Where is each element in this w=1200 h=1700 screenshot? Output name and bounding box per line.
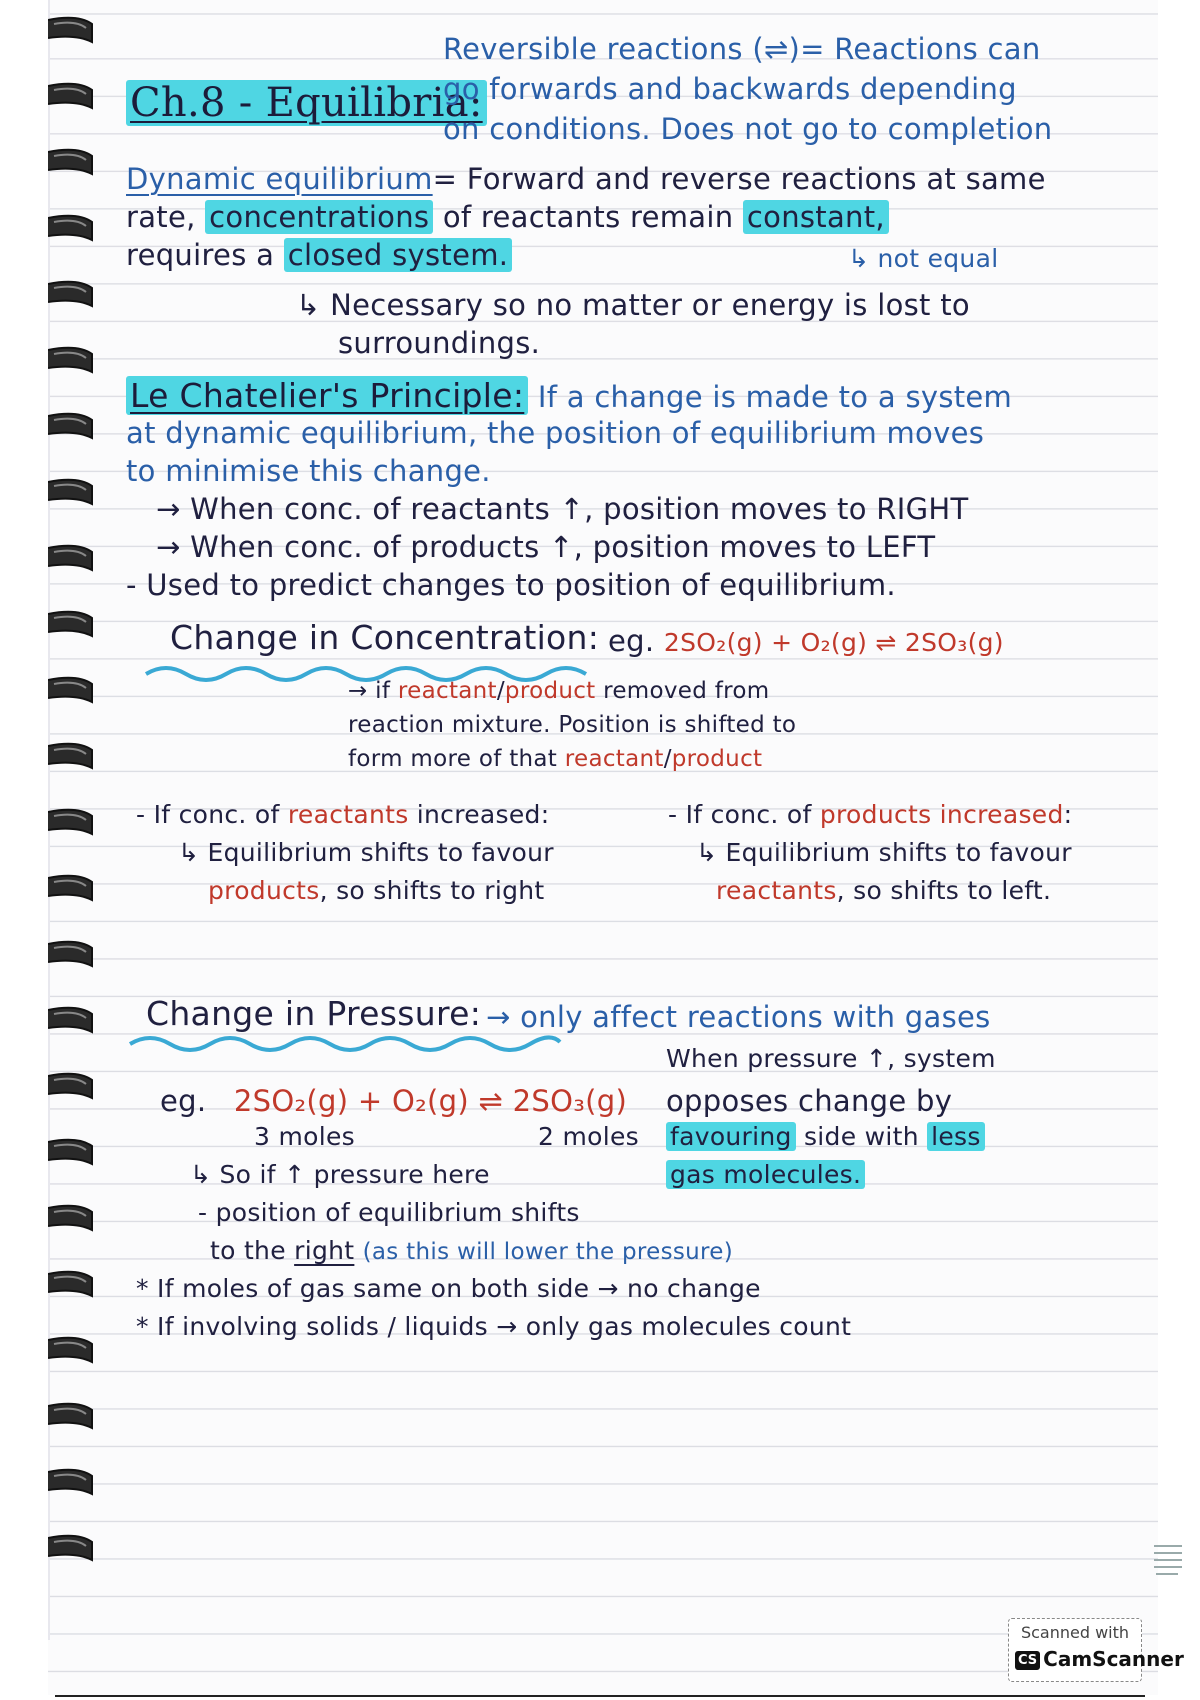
highlight-favouring: favouring <box>666 1122 796 1151</box>
binding-ring-icon <box>48 480 92 504</box>
dynamic-line-3 <box>126 238 512 272</box>
reversible-line-3: on conditions. Does not go to completion <box>443 112 1053 146</box>
lechatelier-bullet-1: → When conc. of reactants ↑, position moves to RIGHT <box>156 492 969 526</box>
note-sep: / <box>663 746 672 772</box>
products-increased-3 <box>716 876 1051 905</box>
binding-ring-icon <box>48 1008 92 1032</box>
text: to the <box>210 1236 286 1265</box>
lechatelier-line-1 <box>126 376 1012 415</box>
binding-ring-icon <box>48 1470 92 1494</box>
red-reactants: reactants <box>287 800 409 829</box>
lechatelier-bullet-2: → When conc. of products ↑, position moves to LEFT <box>156 530 936 564</box>
star-note-1: * If moles of gas same on both side → no change <box>136 1274 761 1303</box>
binding-ring-icon <box>48 678 92 702</box>
pressure-shifts: - position of equilibrium shifts <box>198 1198 580 1227</box>
text: - If conc. of <box>136 800 280 829</box>
pressure-rule-4 <box>666 1160 865 1189</box>
concentration-equation: 2SO₂(g) + O₂(g) ⇌ 2SO₃(g) <box>663 628 1004 657</box>
binding-ring-icon <box>48 810 92 834</box>
note-product: product <box>671 746 763 772</box>
binding-ring-icon <box>48 348 92 372</box>
binding-ring-icon <box>48 18 92 42</box>
binding-ring-icon <box>48 1338 92 1362</box>
pressure-example <box>160 1084 627 1118</box>
reactants-increased-2: ↳ Equilibrium shifts to favour <box>178 838 554 867</box>
bottom-rule <box>55 1695 1145 1697</box>
binding-ring-icon <box>48 744 92 768</box>
stamp-line-2 <box>1015 1647 1184 1671</box>
concentration-heading: Change in Concentration: <box>170 618 600 657</box>
binding-ring-icon <box>48 1272 92 1296</box>
pressure-note: → only affect reactions with gases <box>486 1000 991 1034</box>
note-reactant: reactant <box>397 678 497 704</box>
pressure-equation: 2SO₂(g) + O₂(g) ⇌ 2SO₃(g) <box>233 1084 628 1118</box>
text: increased: <box>416 800 550 829</box>
pressure-to-right <box>210 1236 733 1265</box>
dynamic-term: Dynamic equilibrium <box>126 162 433 196</box>
binding-ring-icon <box>48 1404 92 1428</box>
camscanner-logo-icon: CS <box>1015 1651 1040 1670</box>
dynamic-def: = Forward and reverse reactions at same <box>432 162 1046 196</box>
note-text: form more of that <box>348 746 558 772</box>
stamp-brand: CamScanner <box>1043 1647 1184 1671</box>
binding-ring-icon <box>48 1206 92 1230</box>
text: , so shifts to left. <box>836 876 1052 905</box>
eg-label: eg. <box>608 624 655 658</box>
binding-ring-icon <box>48 1074 92 1098</box>
lechatelier-term: Le Chatelier's Principle: <box>126 376 528 415</box>
pressure-rule-3 <box>666 1122 985 1151</box>
pressure-so-if: ↳ So if ↑ pressure here <box>190 1160 490 1189</box>
binding-ring-icon <box>48 1140 92 1164</box>
page-title: Ch.8 - Equilibria: <box>126 80 487 126</box>
note-sep: / <box>496 678 505 704</box>
note-text: removed from <box>603 678 770 704</box>
closed-note-1: ↳ Necessary so no matter or energy is lost to <box>296 288 970 322</box>
binding-ring-icon <box>48 150 92 174</box>
pressure-aside: (as this will lower the pressure) <box>362 1239 734 1265</box>
red-reactants: reactants <box>716 876 837 905</box>
lechatelier-line-3: to minimise this change. <box>126 454 491 488</box>
highlight-gas-molecules: gas molecules. <box>666 1160 865 1189</box>
red-products-increased: products increased <box>819 800 1064 829</box>
binding-ring-icon <box>48 942 92 966</box>
binding-ring-icon <box>48 282 92 306</box>
lechatelier-bullet-3: - Used to predict changes to position of equilibrium. <box>126 568 896 602</box>
eg-label: eg. <box>160 1084 207 1118</box>
not-equal-note: ↳ not equal <box>848 244 999 273</box>
text: : <box>1063 800 1073 829</box>
reactants-increased-3 <box>208 876 545 905</box>
note-product: product <box>504 678 596 704</box>
red-products: products <box>208 876 320 905</box>
closed-note-2: surroundings. <box>338 326 541 360</box>
binding-ring-icon <box>48 216 92 240</box>
reversible-line-1: Reversible reactions (⇌)= Reactions can <box>443 32 1041 66</box>
dynamic-line-1 <box>126 162 1046 196</box>
pressure-heading: Change in Pressure: <box>146 994 482 1033</box>
highlight-concentrations: concentrations <box>205 200 433 234</box>
note-text: → if <box>348 678 391 704</box>
dynamic-l2b: of reactants remain <box>442 200 734 234</box>
camscanner-stamp <box>1008 1618 1184 1682</box>
pressure-rule-2: opposes change by <box>666 1084 953 1118</box>
concentration-note-2: reaction mixture. Position is shifted to <box>348 712 797 738</box>
notebook-page <box>48 0 1158 1695</box>
concentration-example <box>608 624 1004 658</box>
text: , so shifts to right <box>319 876 545 905</box>
binding-ring-icon <box>48 1536 92 1560</box>
dynamic-l3a: requires a <box>126 238 275 272</box>
dynamic-line-2 <box>126 200 889 234</box>
highlight-less: less <box>927 1122 985 1151</box>
binding-ring-icon <box>48 414 92 438</box>
pressure-rule-1: When pressure ↑, system <box>666 1044 996 1073</box>
stamp-line-1: Scanned with <box>1020 1623 1130 1642</box>
binding-ring-icon <box>48 612 92 636</box>
dynamic-l2a: rate, <box>126 200 196 234</box>
products-increased-2: ↳ Equilibrium shifts to favour <box>696 838 1072 867</box>
moles-left: 3 moles <box>254 1122 355 1151</box>
reversible-line-2: go forwards and backwards depending <box>443 72 1017 106</box>
highlight-closed-system: closed system. <box>284 238 513 272</box>
products-increased-1 <box>668 800 1072 829</box>
concentration-note-3 <box>348 746 762 772</box>
star-note-2: * If involving solids / liquids → only gas molecules count <box>136 1312 852 1341</box>
lechatelier-line-2: at dynamic equilibrium, the position of equilibrium moves <box>126 416 985 450</box>
reactants-increased-1 <box>136 800 549 829</box>
highlight-constant: constant, <box>743 200 889 234</box>
moles-right: 2 moles <box>538 1122 639 1151</box>
right-underlined: right <box>294 1236 355 1265</box>
lechatelier-l1: If a change is made to a system <box>537 380 1013 414</box>
binding-ring-icon <box>48 84 92 108</box>
binding-ring-icon <box>48 546 92 570</box>
concentration-note-1 <box>348 678 769 704</box>
text: side with <box>803 1122 919 1151</box>
note-reactant: reactant <box>564 746 664 772</box>
text: - If conc. of <box>668 800 812 829</box>
corner-mark-icon <box>1152 1540 1186 1580</box>
binding-ring-icon <box>48 876 92 900</box>
